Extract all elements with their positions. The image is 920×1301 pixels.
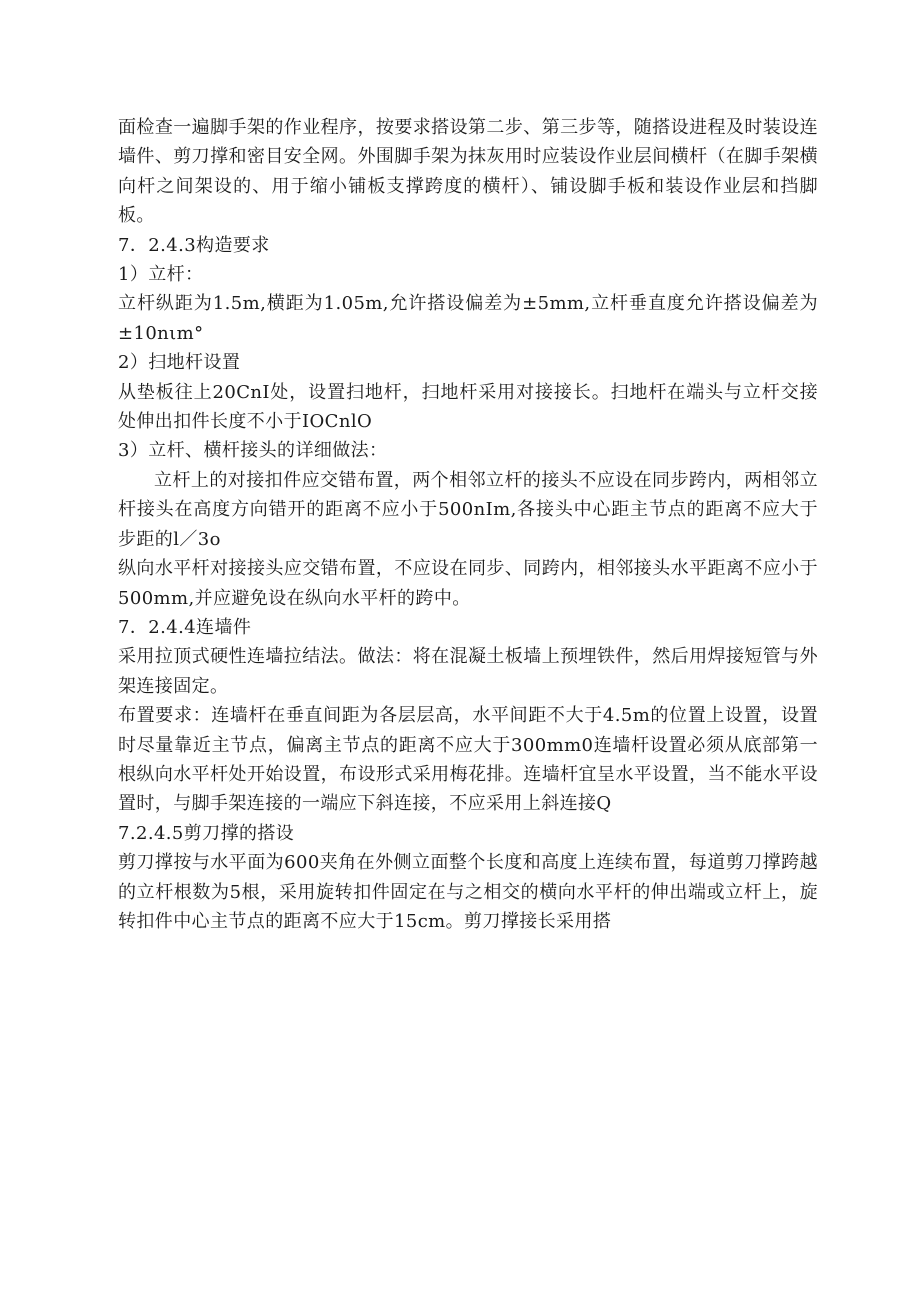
document-page [118, 113, 818, 936]
subheading-joint-method: 3）立杆、横杆接头的详细做法： [118, 440, 388, 462]
heading-construction-requirements: 7．2.4.3构造要求 [118, 234, 270, 256]
heading-wall-ties: 7．2.4.4连墙件 [118, 616, 252, 638]
paragraph-wall-tie-method: 采用拉顶式硬性连墙拉结法。做法：将在混凝土板墙上预埋铁件，然后用焊接短管与外架连接固定。 [118, 646, 818, 697]
paragraph-upright-spacing: 立杆纵距为1.5m,横距为1.05m,允许搭设偏差为±5mm,立杆垂直度允许搭设偏差为±10nιm° [118, 293, 818, 344]
paragraph-scaffold-procedure: 面检查一遍脚手架的作业程序，按要求搭设第二步、第三步等，随搭设进程及时装设连墙件、剪刀撑和密目安全网。外围脚手架为抹灰用时应装设作业层间横杆（在脚手架横向杆之间架设的、用于缩小铺板支撑跨度的横杆）、铺设脚手板和装设作业层和挡脚板。 [118, 117, 818, 227]
heading-scissor-bracing: 7.2.4.5剪刀撑的搭设 [118, 822, 295, 844]
paragraph-sweeping-pole: 从垫板往上20CnI处，设置扫地杆，扫地杆采用对接接长。扫地杆在端头与立杆交接处伸出扣件长度不小于IOCnlO [118, 381, 818, 433]
paragraph-wall-tie-layout: 布置要求：连墙杆在垂直间距为各层层高，水平间距不大于4.5m的位置上设置，设置时尽量靠近主节点，偏离主节点的距离不应大于300mm0连墙杆设置必须从底部第一根纵向水平杆处开始设置，布设形式采用梅花排。连墙杆宜呈水平设置，当不能水平设置时，与脚手架连接的一端应下斜连接，不应采用上斜连接Q [118, 705, 818, 815]
paragraph-scissor-bracing: 剪刀撑按与水平面为600夹角在外侧立面整个长度和高度上连续布置，每道剪刀撑跨越的立杆根数为5根，采用旋转扣件固定在与之相交的横向水平杆的伸出端或立杆上，旋转扣件中心主节点的距离不应大于15cm。剪刀撑接长采用搭 [118, 852, 818, 932]
subheading-sweeping-pole: 2）扫地杆设置 [118, 352, 241, 374]
subheading-upright-pole: 1）立杆： [118, 264, 204, 286]
paragraph-upright-joints: 立杆上的对接扣件应交错布置，两个相邻立杆的接头不应设在同步跨内，两相邻立杆接头在高度方向错开的距离不应小于500nIm,各接头中心距主节点的距离不应大于步距的l／3o [118, 469, 818, 550]
paragraph-horizontal-joints: 纵向水平杆对接接头应交错布置，不应设在同步、同跨内，相邻接头水平距离不应小于500mm,并应避免设在纵向水平杆的跨中。 [118, 558, 818, 609]
